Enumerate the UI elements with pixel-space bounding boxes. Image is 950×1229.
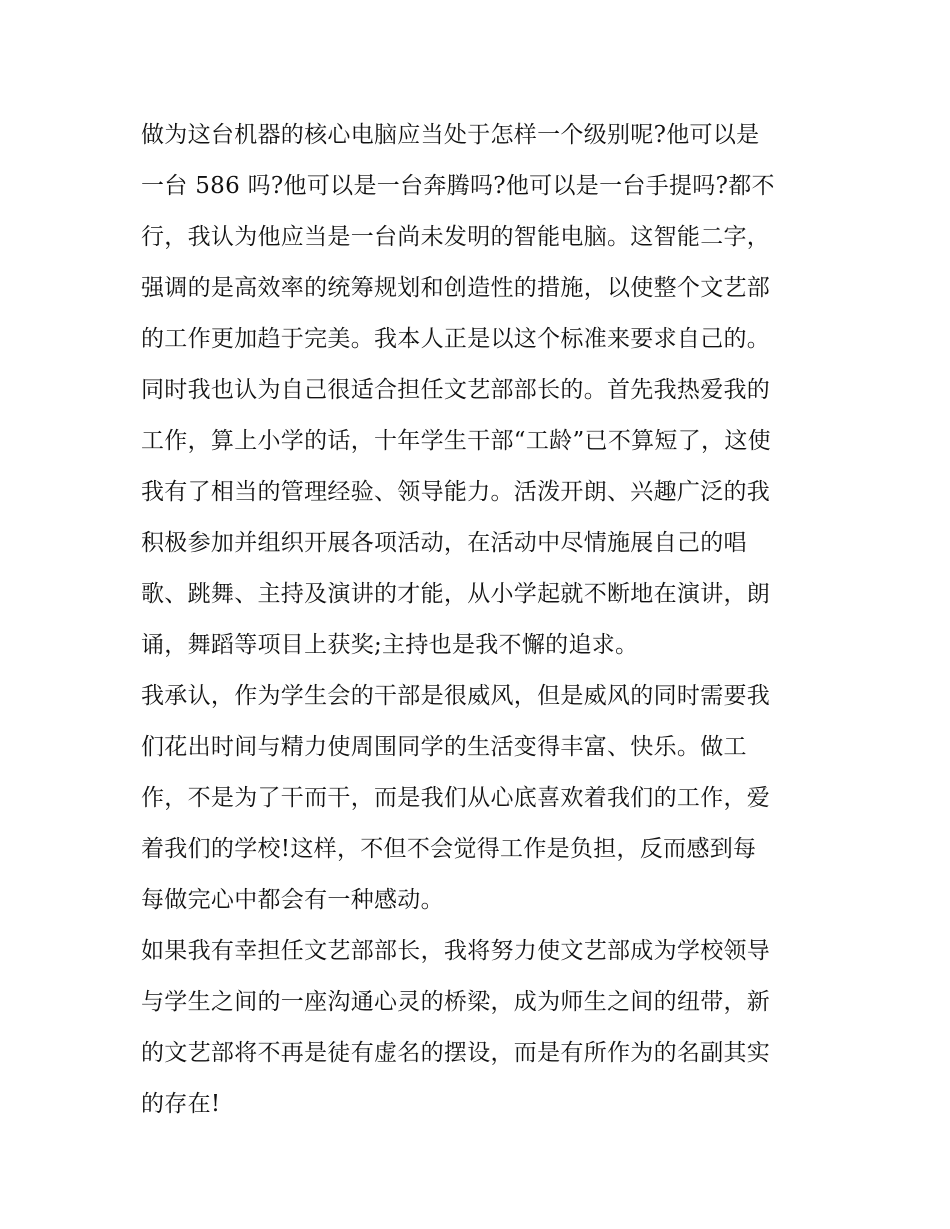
- text-line: 如果我有幸担任文艺部部长，我将努力使文艺部成为学校领导: [141, 938, 771, 964]
- text-line: 们花出时间与精力使周围同学的生活变得丰富、快乐。做工: [141, 734, 747, 760]
- text-line: 同时我也认为自己很适合担任文艺部部长的。首先我热爱我的: [141, 377, 771, 403]
- text-line: 积极参加并组织开展各项活动，在活动中尽情施展自己的唱: [141, 530, 747, 556]
- text-line: 我有了相当的管理经验、领导能力。活泼开朗、兴趣广泛的我: [141, 479, 771, 505]
- text-line: 歌、跳舞、主持及演讲的才能，从小学起就不断地在演讲，朗: [141, 581, 771, 607]
- text-line: 强调的是高效率的统筹规划和创造性的措施，以使整个文艺部: [141, 275, 771, 301]
- text-line: 每做完心中都会有一种感动。: [141, 887, 444, 913]
- text-line: 与学生之间的一座沟通心灵的桥梁，成为师生之间的纽带，新: [141, 989, 771, 1015]
- text-line: 的文艺部将不再是徒有虚名的摆设，而是有所作为的名副其实: [141, 1040, 771, 1066]
- text-line: 做为这台机器的核心电脑应当处于怎样一个级别呢?他可以是: [141, 122, 760, 148]
- text-line: 一台 586 吗?他可以是一台奔腾吗?他可以是一台手提吗?都不: [141, 173, 775, 199]
- text-line: 行，我认为他应当是一台尚未发明的智能电脑。这智能二字，: [141, 224, 771, 250]
- text-line: 的存在!: [141, 1091, 221, 1117]
- text-line: 我承认，作为学生会的干部是很威风，但是威风的同时需要我: [141, 683, 771, 709]
- text-line: 诵，舞蹈等项目上获奖;主持也是我不懈的追求。: [141, 632, 639, 658]
- document-body: [141, 110, 821, 1130]
- text-line: 作，不是为了干而干，而是我们从心底喜欢着我们的工作，爱: [141, 785, 771, 811]
- text-line: 的工作更加趋于完美。我本人正是以这个标准来要求自己的。: [141, 326, 771, 352]
- text-line: 工作，算上小学的话，十年学生干部“工龄”已不算短了，这使: [141, 428, 771, 454]
- text-line: 着我们的学校!这样，不但不会觉得工作是负担，反而感到每: [141, 836, 757, 862]
